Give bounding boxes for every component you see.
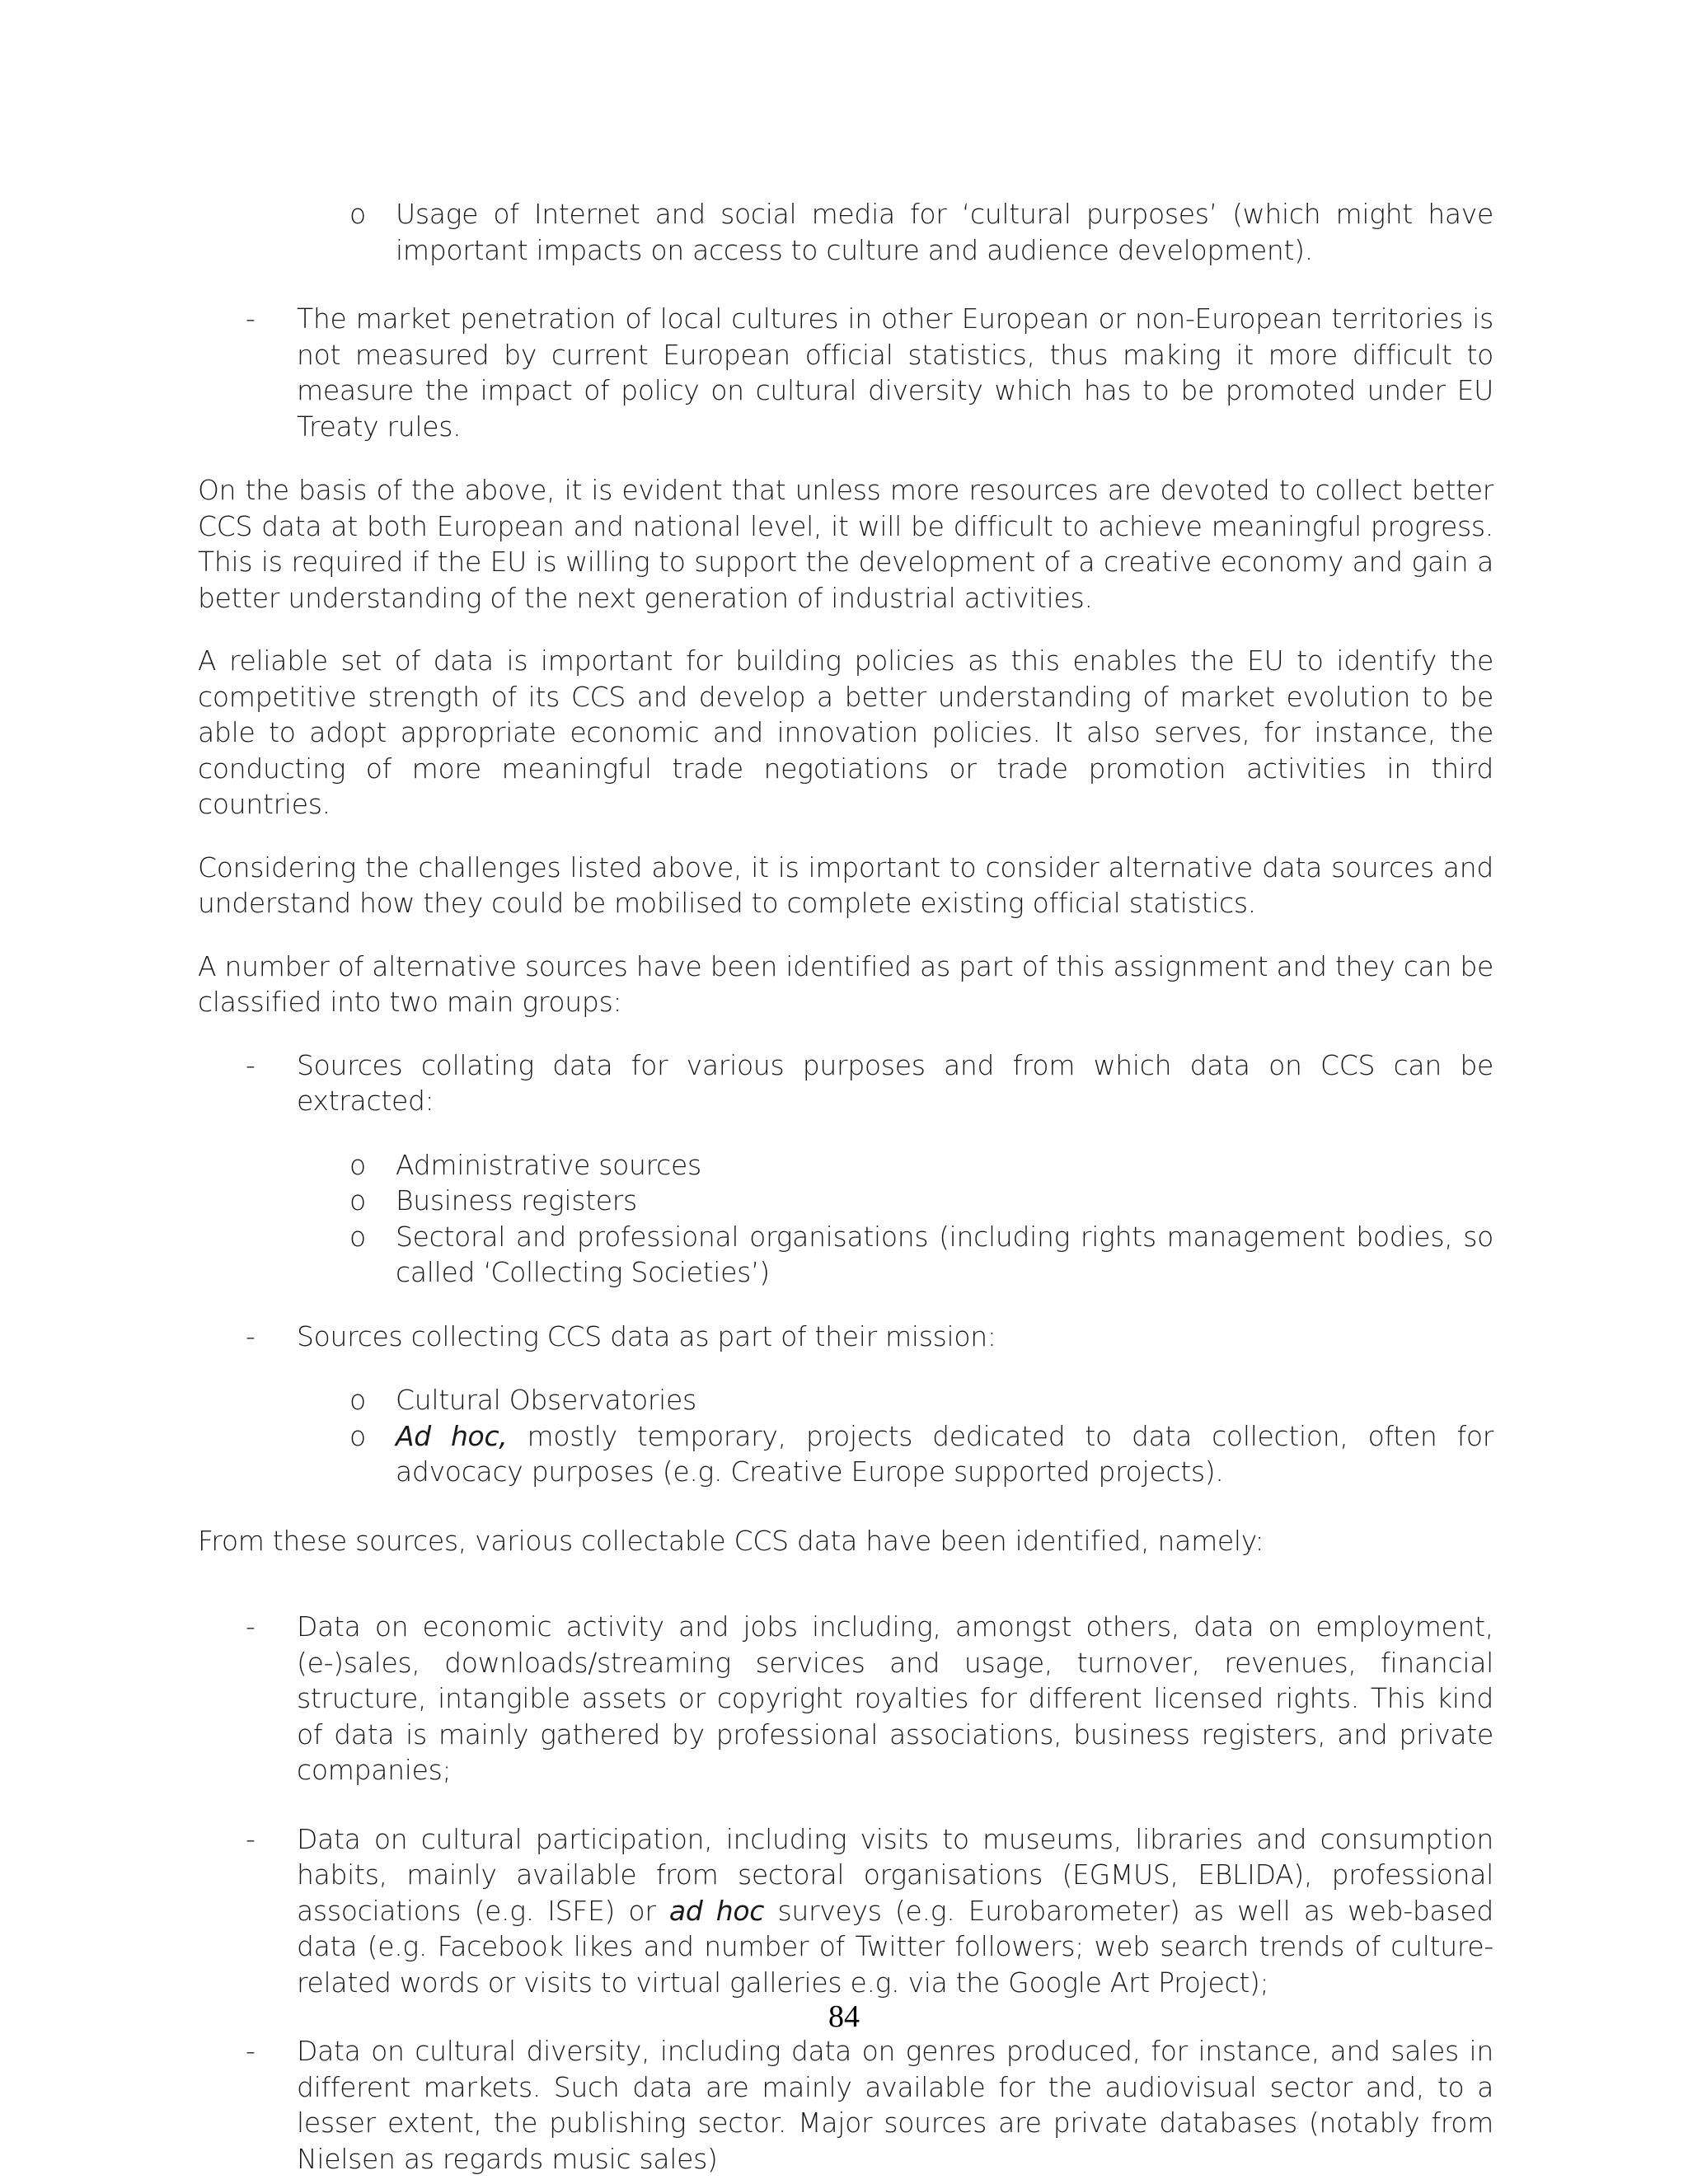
list-item-text: Administrative sources bbox=[396, 1148, 701, 1181]
list-item-text: The market penetration of local cultures in other European or non-European territories is not measured by current European official statistics, thus making it more difficult to measure the impact of policy on cultural diversity which has to be promoted under EU Treaty rules. bbox=[297, 302, 1493, 443]
list-item bbox=[349, 1147, 1493, 1183]
paragraph: On the basis of the above, it is evident that unless more resources are devoted to collect better CCS data at both European and national level, it will be difficult to achieve meaningful progress. This is required if the EU is willing to support the development of a creative economy and gain a better understanding of the next generation of industrial activities. bbox=[198, 474, 1493, 614]
ad-hoc-italic: ad hoc bbox=[668, 1894, 765, 1927]
paragraph: From these sources, various collectable CCS data have been identified, namely: bbox=[198, 1524, 1264, 1557]
ad-hoc-italic: Ad hoc, bbox=[396, 1419, 508, 1452]
list-item bbox=[349, 1219, 1493, 1291]
list-item-text: Business registers bbox=[396, 1184, 637, 1216]
dash-bullet: - bbox=[246, 1822, 256, 1855]
dash-bullet: - bbox=[246, 1048, 256, 1081]
list-item-text: Sources collecting CCS data as part of their mission: bbox=[297, 1319, 996, 1352]
o-bullet: o bbox=[349, 1220, 366, 1253]
paragraph: A reliable set of data is important for building policies as this enables the EU to identify the competitive strength of its CCS and develop a better understanding of market evolution to be able to adopt appropriate economic and innovation policies. It also serves, for instance, the conducting of more meaningful trade negotiations or trade promotion activities in third countries. bbox=[198, 644, 1493, 820]
sub-list bbox=[349, 1147, 1493, 1291]
list-item bbox=[349, 1418, 1493, 1490]
dash-bullet: - bbox=[246, 302, 256, 335]
list-item-text: Cultural Observatories bbox=[396, 1384, 696, 1416]
list-item bbox=[246, 1821, 1494, 2001]
o-bullet: o bbox=[349, 1419, 366, 1452]
list-item bbox=[349, 196, 1493, 268]
list-item-text: Sources collating data for various purposes and from which data on CCS can be extracted: bbox=[297, 1048, 1493, 1117]
list-item bbox=[349, 1183, 1493, 1219]
list-item-text: Data on cultural participation, including visits to museums, libraries and consumption habits, mainly available from sectoral organisations (EGMUS, EBLIDA), professional associations (e.g. ISFE) or bbox=[297, 1822, 1493, 1927]
paragraph: Considering the challenges listed above, it is important to consider alternative data sources and understand how they could be mobilised to complete existing official statistics. bbox=[198, 851, 1493, 919]
page-number: 84 bbox=[828, 1999, 860, 2034]
document-page bbox=[198, 196, 1493, 2177]
dash-bullet: - bbox=[246, 1319, 256, 1352]
dash-bullet: - bbox=[246, 2035, 256, 2067]
paragraph: A number of alternative sources have been identified as part of this assignment and they can be classified into two main groups: bbox=[198, 949, 1493, 1018]
list-item-text: surveys (e.g. Eurobarometer) as well as web-based data (e.g. Facebook likes and number of Twitter followers; web search trends of culture-related words or visits to virtual galleries e.g. via the Google Art Project); bbox=[297, 1894, 1494, 1999]
o-bullet: o bbox=[349, 198, 366, 230]
sub-list bbox=[349, 1382, 1493, 1490]
o-bullet: o bbox=[349, 1184, 366, 1216]
list-item bbox=[349, 1382, 1493, 1418]
continued-sub-list bbox=[349, 196, 1493, 268]
list-item bbox=[246, 1319, 1493, 1355]
list-item-text: Sectoral and professional organisations (including rights management bodies, so called ‘Collecting Societies’) bbox=[396, 1220, 1493, 1288]
o-bullet: o bbox=[349, 1148, 366, 1181]
o-bullet: o bbox=[349, 1384, 366, 1416]
dash-bullet: - bbox=[246, 1610, 256, 1643]
list-item bbox=[246, 2033, 1493, 2177]
list-item bbox=[246, 301, 1493, 444]
list-item-text: Data on economic activity and jobs including, amongst others, data on employment, (e-)sales, downloads/streaming services and usage, turnover, revenues, financial structure, intangible assets or copyright royalties for different licensed rights. This kind of data is mainly gathered by professional associations, business registers, and private companies; bbox=[297, 1610, 1493, 1786]
list-item-text: Usage of Internet and social media for ‘cultural purposes’ (which might have important impacts on access to culture and audience development). bbox=[396, 198, 1493, 266]
list-item bbox=[246, 1609, 1493, 1788]
list-item-text: Data on cultural diversity, including data on genres produced, for instance, and sales in different markets. Such data are mainly available for the audiovisual sector and, to a lesser extent, the publishing sector. Major sources are private databases (notably from Nielsen as regards music sales) bbox=[297, 2035, 1493, 2175]
list-item bbox=[246, 1047, 1493, 1119]
list-item-text: mostly temporary, projects dedicated to data collection, often for advocacy purposes (e.g. Creative Europe supported projects). bbox=[396, 1419, 1493, 1488]
